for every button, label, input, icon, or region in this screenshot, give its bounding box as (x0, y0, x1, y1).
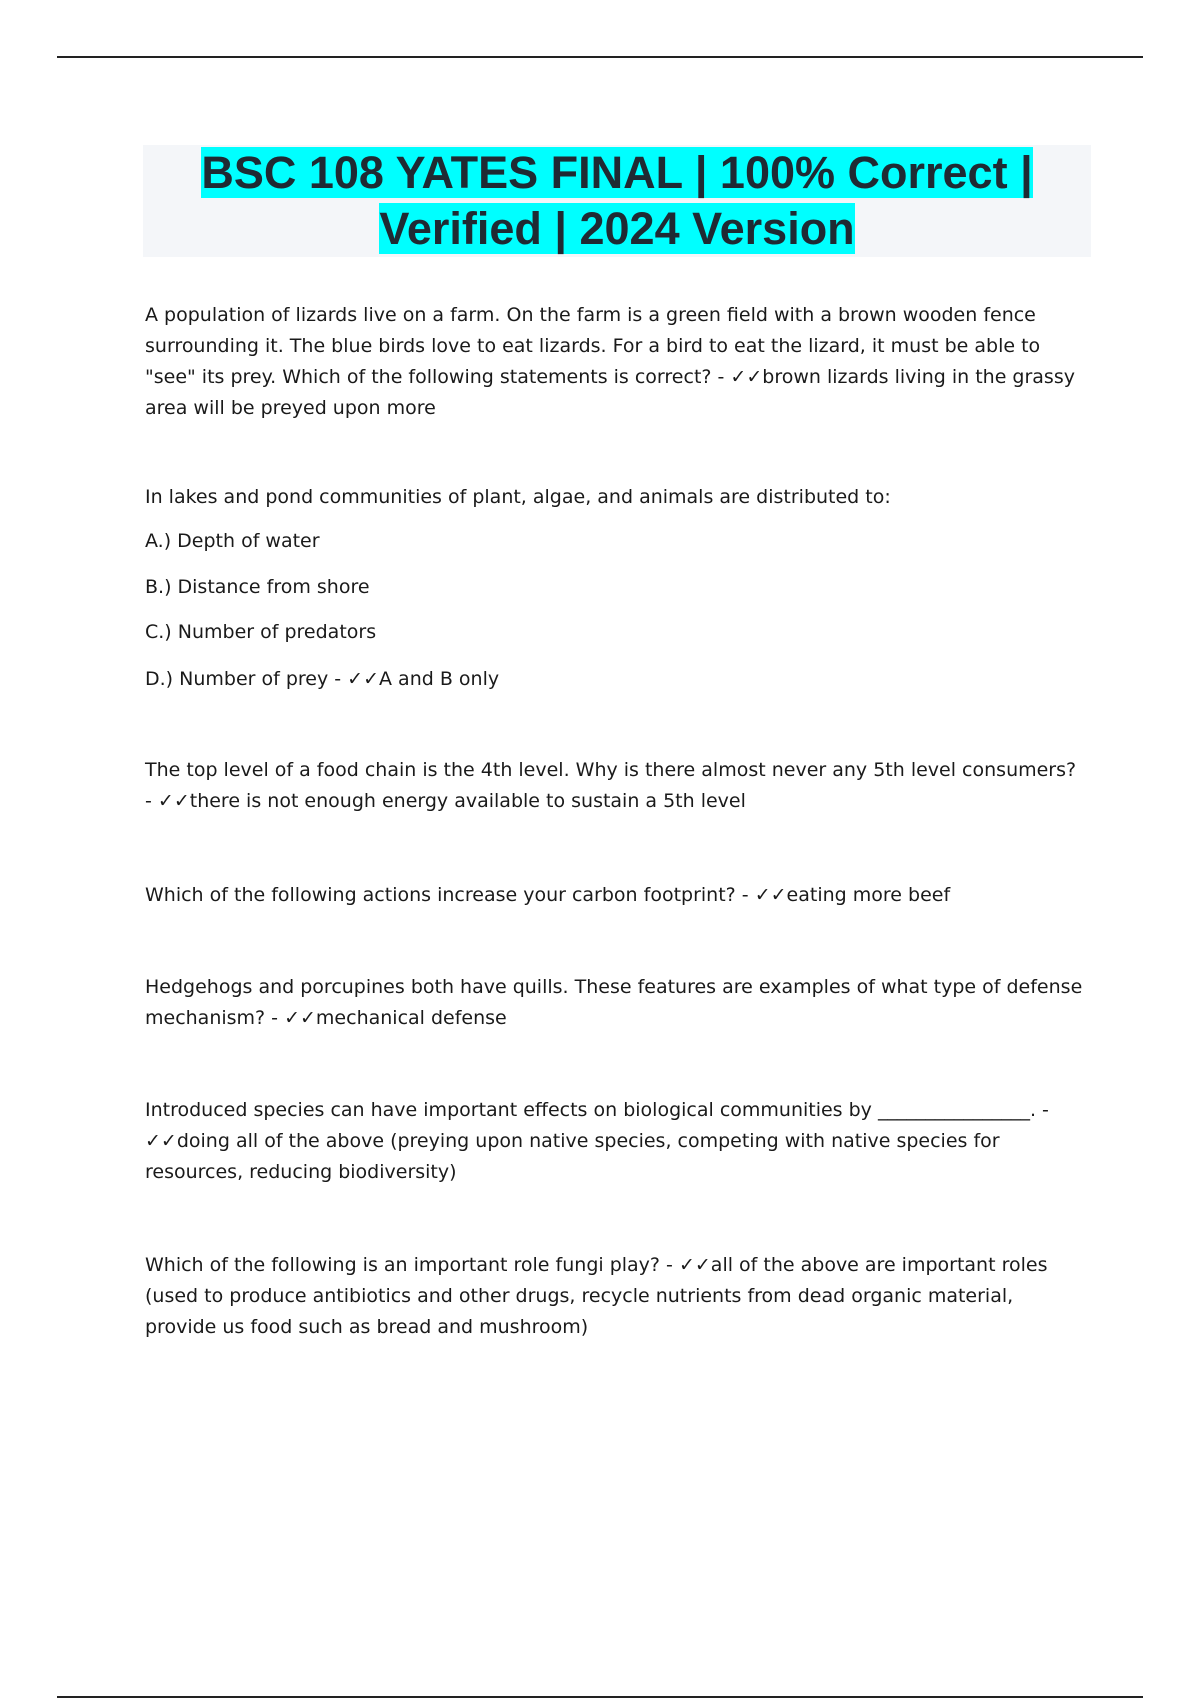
option-d-text: D.) Number of prey - (145, 668, 348, 690)
answer-text: all of the above are important roles (used to produce antibiotics and other drugs, recycle nutrients from dead organic material, provide us food such as bread and mushroom) (145, 1254, 1048, 1338)
question-text: Which of the following is an important role fungi play? - (145, 1254, 679, 1276)
option-c: C.) Number of predators (145, 621, 377, 643)
page-title (143, 145, 1091, 257)
question-text: The top level of a food chain is the 4th level. Why is there almost never any 5th level consumers? - (145, 759, 1077, 812)
title-banner (143, 145, 1091, 257)
option-d (145, 664, 499, 695)
check-icon: ✓✓ (678, 1254, 711, 1276)
check-icon: ✓✓ (284, 1007, 316, 1029)
qa-item (145, 755, 1085, 817)
bottom-divider (57, 1696, 1143, 1698)
top-divider (57, 56, 1143, 58)
option-a: A.) Depth of water (145, 530, 320, 552)
answer-text: A and B only (379, 668, 500, 690)
title-line-2: Verified | 2024 Version (379, 203, 855, 254)
qa-item (145, 1095, 1085, 1188)
qa-item (145, 300, 1085, 424)
qa-item (145, 1250, 1085, 1343)
qa-item (145, 482, 1085, 513)
qa-item (145, 972, 1085, 1034)
question-text: A population of lizards live on a farm. On the farm is a green field with a brown wooden fence surrounding it. The blue birds love to eat lizards. For a bird to eat the lizard, it must be able to "see" its prey. Which of the following statements is correct? - (145, 304, 1041, 388)
question-text: Introduced species can have important effects on biological communities by ________________. - (145, 1099, 1049, 1121)
title-line-1: BSC 108 YATES FINAL | 100% Correct | (201, 147, 1033, 198)
check-icon: ✓✓ (347, 668, 380, 690)
qa-item (145, 880, 1085, 911)
answer-text: there is not enough energy available to sustain a 5th level (189, 790, 746, 812)
check-icon: ✓✓ (730, 366, 763, 388)
check-icon: ✓✓ (754, 884, 787, 906)
option-b: B.) Distance from shore (145, 576, 370, 598)
check-icon: ✓✓ (157, 790, 190, 812)
answer-text: mechanical defense (315, 1007, 507, 1029)
answer-text: doing all of the above (preying upon native species, competing with native species for resources, reducing biodiversity) (145, 1130, 1000, 1183)
question-text: Which of the following actions increase your carbon footprint? - (145, 884, 755, 906)
answer-text: eating more beef (786, 884, 951, 906)
question-text: In lakes and pond communities of plant, algae, and animals are distributed to: (145, 486, 891, 508)
question-text: Hedgehogs and porcupines both have quills. These features are examples of what type of defense mechanism? - (145, 976, 1083, 1029)
check-icon: ✓✓ (145, 1130, 177, 1152)
answer-text: brown lizards living in the grassy area will be preyed upon more (145, 366, 1075, 419)
